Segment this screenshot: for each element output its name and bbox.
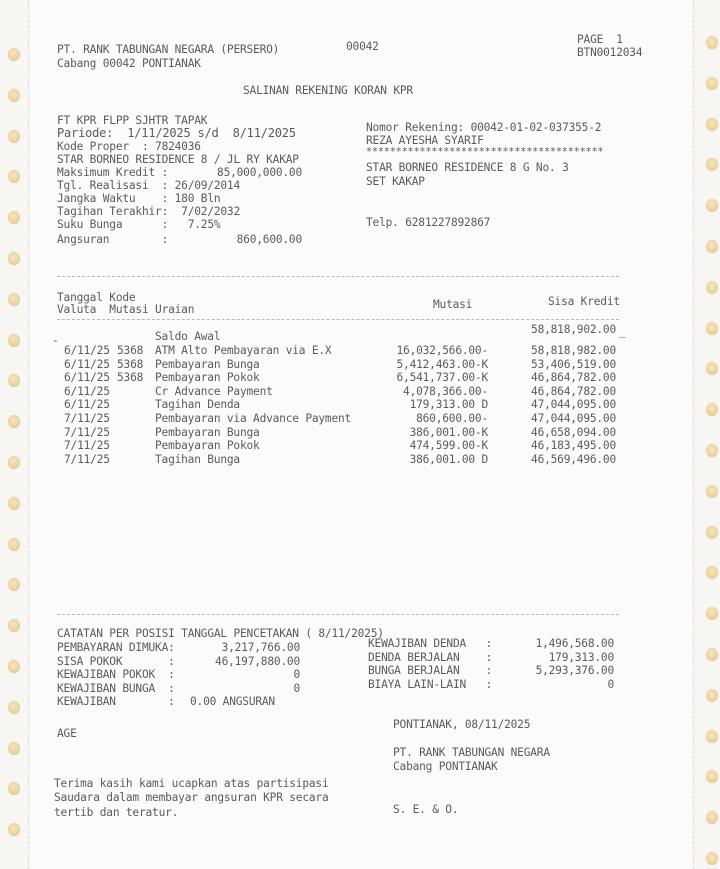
row-remaining-credit: 46,864,782.00 [531, 384, 616, 398]
col-header-valuta-mutasi-uraian: Valuta Mutasi Uraian [57, 303, 195, 316]
perforation-left [28, 0, 29, 869]
customer-address-2: SET KAKAP [366, 175, 425, 188]
row-amount: 6,541,737.00-K [396, 371, 488, 385]
last-billing: Tagihan Terakhir: 7/02/2032 [57, 205, 240, 218]
perforation-right [693, 0, 694, 869]
operator-code: AGE [57, 727, 77, 740]
note-label: BUNGA BERJALAN : [368, 664, 493, 677]
thanks-line-1: Terima kasih kami ucapkan atas partisipasi [54, 777, 329, 790]
row-amount: 474,599.00-K [409, 439, 488, 453]
row-date: 7/11/25 [64, 439, 110, 453]
tractor-hole [8, 89, 20, 102]
tractor-hole [8, 456, 20, 469]
note-label: SISA POKOK : [57, 654, 175, 668]
branch-code: 00042 [346, 40, 379, 53]
bank-name: PT. RANK TABUNGAN NEGARA (PERSERO) [57, 43, 280, 56]
tractor-hole [706, 444, 718, 457]
tractor-hole [706, 158, 718, 171]
tractor-hole [706, 770, 718, 783]
tractor-hole [706, 322, 718, 335]
row-remaining-credit: 46,658,094.00 [531, 425, 616, 439]
row-amount: 386,001.00-K [409, 425, 488, 439]
row-description: Pembayaran Pokok [155, 371, 260, 385]
opening-balance-value: 58,818,902.00 [531, 323, 616, 336]
interest-rate: Suku Bunga : 7.25% [57, 218, 221, 231]
property-address: STAR BORNEO RESIDENCE 8 / JL RY KAKAP [57, 153, 299, 166]
page-number: PAGE 1 [577, 33, 623, 46]
thanks-line-2: Saudara dalam membayar angsuran KPR secara [54, 791, 329, 804]
tractor-hole [8, 660, 20, 673]
note-value: 0.00 ANGSURAN [190, 695, 275, 708]
row-date: 6/11/25 [64, 384, 110, 398]
tractor-hole [706, 362, 718, 375]
row-amount: 860,600.00- [416, 412, 488, 425]
note-value: 0 [293, 681, 300, 695]
row-remaining-credit: 58,818,982.00 [531, 344, 616, 357]
thanks-line-3: tertib dan teratur. [54, 806, 179, 819]
row-amount: 16,032,566.00- [396, 344, 488, 357]
col-header-mutasi: Mutasi [433, 298, 473, 311]
row-amount: 5,412,463.00-K [396, 357, 488, 371]
row-marker: _ [619, 325, 626, 338]
note-value: 1,496,568.00 [535, 637, 614, 650]
tractor-hole [706, 199, 718, 212]
tractor-hole [8, 374, 20, 387]
row-description: ATM Alto Pembayaran via E.X [155, 344, 332, 357]
tractor-hole [8, 415, 20, 428]
tractor-hole [8, 252, 20, 265]
tractor-hole [8, 578, 20, 591]
note-label: PEMBAYARAN DIMUKA: [57, 641, 175, 654]
tractor-hole [8, 497, 20, 510]
note-label: DENDA BERJALAN : [368, 650, 493, 664]
row-remaining-credit: 53,406,519.00 [531, 357, 616, 371]
row-date: 6/11/25 [64, 398, 110, 412]
loan-term: Jangka Waktu : 180 Bln [57, 192, 221, 205]
document-title: SALINAN REKENING KORAN KPR [243, 84, 413, 97]
note-value: 0 [607, 677, 614, 691]
note-value: 0 [293, 668, 300, 681]
realization-date: Tgl. Realisasi : 26/09/2014 [57, 179, 240, 192]
document-code: BTN0012034 [577, 46, 643, 59]
tractor-hole [706, 526, 718, 539]
row-amount: 4,078,366.00- [403, 384, 488, 398]
row-description: Pembayaran Pokok [155, 439, 260, 453]
note-value: 179,313.00 [548, 650, 614, 664]
divider [57, 319, 619, 320]
customer-phone: Telp. 6281227892867 [366, 216, 491, 229]
col-header-sisa-kredit: Sisa Kredit [548, 295, 620, 308]
tractor-hole [706, 689, 718, 702]
row-date: 7/11/25 [64, 425, 110, 439]
row-code: 5368 [117, 371, 144, 385]
row-code: 5368 [117, 344, 144, 357]
row-description: Cr Advance Payment [155, 384, 273, 398]
product-name: FT KPR FLPP SJHTR TAPAK [57, 114, 208, 127]
row-code: 5368 [117, 357, 144, 371]
tractor-hole [8, 538, 20, 551]
row-date: 7/11/25 [64, 452, 110, 466]
divider [57, 276, 619, 277]
tractor-hole [706, 403, 718, 416]
tractor-hole [8, 48, 20, 61]
note-value: 3,217,766.00 [221, 641, 300, 654]
tractor-hole [706, 566, 718, 579]
note-label: KEWAJIBAN DENDA : [368, 637, 493, 650]
row-remaining-credit: 46,569,496.00 [531, 452, 616, 466]
col-header-tanggal-kode: Tanggal Kode [57, 291, 136, 304]
tractor-hole [8, 619, 20, 632]
tractor-hole [706, 648, 718, 661]
tractor-hole [706, 118, 718, 131]
tractor-hole [706, 607, 718, 620]
notes-title: CATATAN PER POSISI TANGGAL PENCETAKAN ( 8/11/2025) [57, 627, 384, 640]
account-number: Nomor Rekening: 00042-01-02-037355-2 [366, 121, 602, 134]
note-label: KEWAJIBAN BUNGA : [57, 681, 175, 695]
note-label: KEWAJIBAN POKOK : [57, 668, 175, 681]
tractor-hole [8, 782, 20, 795]
errors-omissions: S. E. & O. [393, 803, 459, 816]
row-marker: - [52, 334, 59, 347]
row-remaining-credit: 46,864,782.00 [531, 371, 616, 385]
row-remaining-credit: 47,044,095.00 [531, 412, 616, 425]
branch-name: Cabang 00042 PONTIANAK [57, 57, 201, 70]
row-description: Tagihan Bunga [155, 452, 240, 466]
tractor-hole [8, 823, 20, 836]
masked-line: **************************************** [366, 147, 604, 158]
row-description: Pembayaran Bunga [155, 425, 260, 439]
row-remaining-credit: 46,183,495.00 [531, 439, 616, 453]
row-description: Tagihan Denda [155, 398, 240, 412]
max-credit-value: 85,000,000.00 [217, 166, 302, 179]
place-date: PONTIANAK, 08/11/2025 [393, 718, 531, 731]
footer-branch: Cabang PONTIANAK [393, 760, 498, 773]
customer-name: REZA AYESHA SYARIF [366, 134, 484, 147]
tractor-hole [8, 211, 20, 224]
row-remaining-credit: 47,044,095.00 [531, 398, 616, 412]
tractor-hole [706, 811, 718, 824]
note-label: BIAYA LAIN-LAIN : [368, 677, 493, 691]
row-amount: 179,313.00 D [409, 398, 488, 412]
tractor-hole [706, 485, 718, 498]
note-value: 46,197,880.00 [215, 654, 300, 668]
row-description: Pembayaran Bunga [155, 357, 260, 371]
note-value: 5,293,376.00 [535, 664, 614, 677]
row-date: 6/11/25 [64, 344, 110, 357]
row-date: 7/11/25 [64, 412, 110, 425]
divider [57, 614, 619, 615]
kode-proper: Kode Proper : 7824036 [57, 140, 201, 153]
tractor-hole [706, 281, 718, 294]
max-credit-label: Maksimum Kredit : [57, 166, 169, 179]
tractor-hole [8, 742, 20, 755]
row-date: 6/11/25 [64, 357, 110, 371]
tractor-hole [8, 170, 20, 183]
tractor-hole [706, 77, 718, 90]
tractor-hole [706, 852, 718, 865]
tractor-hole [8, 334, 20, 347]
tractor-hole [8, 130, 20, 143]
row-description: Pembayaran via Advance Payment [155, 412, 352, 425]
row-amount: 386,001.00 D [409, 452, 488, 466]
installment-value: 860,600.00 [236, 233, 302, 246]
installment-label: Angsuran : [57, 233, 169, 246]
tractor-hole [8, 293, 20, 306]
opening-balance-label: Saldo Awal [155, 330, 221, 343]
customer-address-1: STAR BORNEO RESIDENCE 8 G No. 3 [366, 161, 569, 174]
tractor-hole [706, 730, 718, 743]
tractor-hole [706, 240, 718, 253]
period: Pariode: 1/11/2025 s/d 8/11/2025 [57, 126, 296, 140]
note-label: KEWAJIBAN : [57, 695, 175, 708]
footer-bank-name: PT. RANK TABUNGAN NEGARA [393, 746, 550, 759]
tractor-hole [8, 701, 20, 714]
tractor-hole [706, 36, 718, 49]
row-date: 6/11/25 [64, 371, 110, 385]
